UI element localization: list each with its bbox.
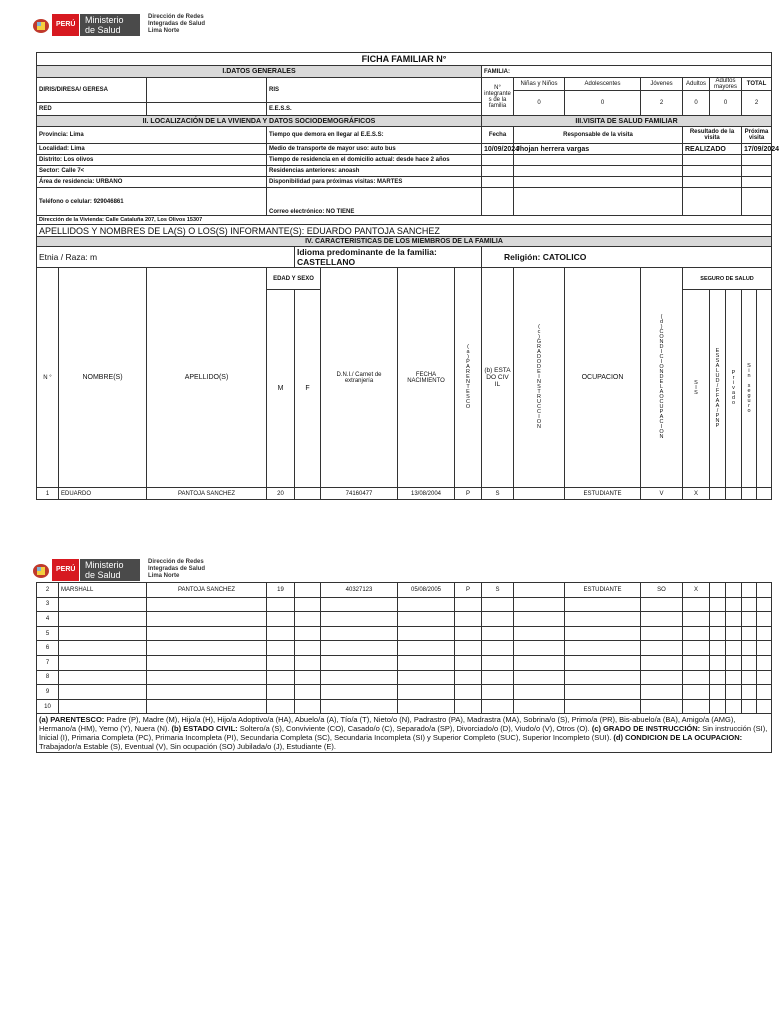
cell-priv [726,699,742,714]
cell-priv [726,626,742,641]
cell-par [455,670,482,685]
cell-par [455,655,482,670]
cell-cond [641,641,683,656]
cell-par [455,699,482,714]
col-parentesco-header: (a)PARENTESCO [465,344,471,409]
cell-sin [742,597,757,612]
cell-n: 2 [37,583,59,598]
cell-fecha [398,699,455,714]
cell-apellido [147,655,267,670]
cell-n: 3 [37,597,59,612]
cell-cond [641,612,683,627]
col-edad-header: EDAD Y SEXO [267,268,321,290]
cell-est [482,655,514,670]
cell-dni [321,685,398,700]
cell-fecha [398,612,455,627]
cell-grado [514,597,565,612]
ficha-familiar-table [36,52,779,500]
integrantes-label: N° integrante s de la familia [482,78,514,116]
tiempo-residencia-field: Tiempo de residencia en el domicilio actual: desde hace 2 años [267,155,482,166]
cell-sis [683,597,710,612]
header-logo [30,14,330,40]
cell-nombre [59,641,147,656]
cell-apellido [147,699,267,714]
cell-grado [514,699,565,714]
col-privado-header: Privado [730,370,737,405]
cell-nombre [59,626,147,641]
ris-label: RIS [267,78,482,103]
col-essalud-header: ESSALUD/FFAA/PNP [714,347,721,428]
cell-m [267,597,295,612]
ministerio-label: Ministerio de Salud [80,559,140,581]
col-ocupacion-header: OCUPACION [565,268,641,488]
col-apellidos-header: APELLIDO(S) [147,268,267,488]
cell-m: 19 [267,583,295,598]
cell-m [267,699,295,714]
cell-priv [726,597,742,612]
cell-n: 7 [37,655,59,670]
col-nombres-header: NOMBRE(S) [59,268,147,488]
residencias-field: Residencias anteriores: anoash [267,166,482,177]
col-fecha-header: FECHA NACIMIENTO [398,268,455,488]
cell-ocup: ESTUDIANTE [565,583,641,598]
ministerio-label: Ministerio de Salud [80,14,140,36]
adolescentes-header: Adolescentes [565,78,641,91]
cell-apellido [147,612,267,627]
cell-nombre [59,670,147,685]
cell-est [482,641,514,656]
table-row [37,641,772,656]
cell-sis [683,626,710,641]
cell-f [295,699,321,714]
cell-ess [710,641,726,656]
cell-priv [726,583,742,598]
cell-nombre [59,685,147,700]
cell-grado [514,641,565,656]
cell-ess [710,699,726,714]
resultado-label: Resultado de la visita [683,127,742,144]
cell-grado [514,626,565,641]
direccion-label: Dirección de Redes Integradas de Salud Lima Norte [148,14,206,34]
cell-sin [742,685,757,700]
direccion-field: Dirección de la Vivienda: Calle Cataluña 207, Los Olivos 15307 [37,216,772,225]
col-sin-seguro-header: Sin seguro [746,362,752,413]
table-row [37,655,772,670]
cell-m [267,641,295,656]
cell-sin [742,655,757,670]
cell-cond [641,699,683,714]
cell-ocup [565,641,641,656]
cell-par [455,626,482,641]
responsable-label: Responsable de la visita [514,127,683,144]
cell-apellido: PANTOJA SANCHEZ [147,583,267,598]
cell-priv [726,685,742,700]
cell-ess [710,655,726,670]
idioma-field: Idioma predominante de la familia: CASTELLANO [295,247,482,268]
cell-fecha [398,685,455,700]
table-row [37,670,772,685]
cell-fecha [398,670,455,685]
cell-ess [710,626,726,641]
table-row [37,583,772,598]
cell-dni [321,655,398,670]
adultos-mayores-count: 0 [710,91,742,116]
col-n-header: N ° [37,268,59,488]
table-row: 1 EDUARDO PANTOJA SANCHEZ 20 74160477 13/08/2004 P S ESTUDIANTE V X [37,488,772,500]
col-seguro-header: SEGURO DE SALUD [683,268,772,290]
cell-sis [683,699,710,714]
direccion-label: Dirección de Redes Integradas de Salud Lima Norte [148,559,206,579]
cell-dni: 40327123 [321,583,398,598]
peru-coat-of-arms-icon [30,17,52,35]
cell-sis [683,612,710,627]
cell-f [295,583,321,598]
cell-n: 6 [37,641,59,656]
cell-fecha [398,655,455,670]
cell-cond [641,626,683,641]
cell-dni [321,641,398,656]
cell-grado [514,670,565,685]
cell-nombre: MARSHALL [59,583,147,598]
adultos-mayores-header: Adultos mayores [710,78,742,91]
cell-apellido [147,641,267,656]
fecha-label: Fecha [482,127,514,144]
table-row [37,597,772,612]
cell-f [295,641,321,656]
tiempo-eess-field: Tiempo que demora en llegar al E.E.S.S: [267,127,482,144]
col-dni-header: D.N.I./ Carnet de extranjería [321,268,398,488]
cell-nombre [59,612,147,627]
cell-f [295,685,321,700]
disponibilidad-field: Disponibilidad para próximas visitas: MARTES [267,177,482,188]
cell-est [482,699,514,714]
peru-label: PERÚ [52,559,79,581]
cell-apellido [147,670,267,685]
cell-fecha [398,597,455,612]
distrito-field: Distrito: Los olivos [37,155,267,166]
ficha-title: FICHA FAMILIAR N° [37,53,772,66]
cell-ocup [565,670,641,685]
cell-est [482,612,514,627]
visita-fecha: 10/09/2024 [482,144,514,155]
cell-dni [321,612,398,627]
peru-coat-of-arms-icon [30,562,52,580]
jovenes-count: 2 [641,91,683,116]
cell-ess [710,583,726,598]
ninos-count: 0 [514,91,565,116]
cell-n: 4 [37,612,59,627]
col-sis-header: SIS [693,380,699,395]
cell-sin [742,641,757,656]
cell-cond [641,655,683,670]
cell-cond: SO [641,583,683,598]
cell-grado [514,583,565,598]
table-row [37,699,772,714]
cell-ess [710,670,726,685]
cell-cond [641,597,683,612]
cell-m [267,685,295,700]
cell-est [482,626,514,641]
cell-sis [683,655,710,670]
cell-priv [726,641,742,656]
adultos-count: 0 [683,91,710,116]
legend-text: (a) PARENTESCO: Padre (P), Madre (M), Hijo/a (H), Hijo/a Adoptivo/a (HA), Abuelo/a (A), Tío/a (T), Nieto/o (N), Padrastro (PA), Madrastra (MA), Sobrina/o (S), Primo/a (PR), Bis-abuelo/a (BA), Amigo/a (AMG), Hermano/a (HM), Yerno (Y), Nuera (N). (b) ESTADO CIVIL: Soltero/a (S), Conviviente (CO), Casado/o (C), Separado/a (SP), Divorciado/o (D), Viudo/o (V), Otros (O). (c) GRADO DE INSTRUCCIÓN: Sin instrucción (SI), Inicial (I), Primaria Completa (PC), Primaria Incompleta (PI), Secundaria Completa (SC), Secundaria Incompleta (SI) y Superior Completo (SUC), Superior Incompleto (SUI). (d) CONDICION DE LA OCUPACION: Trabajador/a Estable (S), Eventual (V), Sin ocupación (SO) Jubilada/o (J), Estudiante (E). [37,714,772,753]
proxima-label: Próxima visita [742,127,772,144]
cell-grado [514,612,565,627]
cell-sin [742,626,757,641]
adolescentes-count: 0 [565,91,641,116]
cell-f [295,597,321,612]
correo-field: Correo electrónico: NO TIENE [267,188,482,216]
cell-fecha: 05/08/2005 [398,583,455,598]
cell-ess [710,597,726,612]
cell-nombre [59,655,147,670]
cell-ocup [565,699,641,714]
peru-label: PERÚ [52,14,79,36]
table-row [37,626,772,641]
cell-f [295,612,321,627]
cell-grado [514,685,565,700]
cell-ocup [565,597,641,612]
cell-n: 5 [37,626,59,641]
cell-est [482,670,514,685]
transporte-field: Medio de transporte de mayor uso: auto bus [267,144,482,155]
provincia-field: Provincia: Lima [37,127,267,144]
red-label: RED [37,103,147,116]
cell-ocup [565,685,641,700]
cell-par [455,597,482,612]
visita-heading: III.VISITA DE SALUD FAMILIAR [482,116,772,127]
diris-label: DIRIS/DIRESA/ GERESA [37,78,147,103]
cell-ess [710,612,726,627]
total-header: TOTAL [742,78,772,91]
cell-dni [321,699,398,714]
col-estado-header: (b) ESTA DO CIV IL [482,268,514,488]
cell-sis [683,685,710,700]
localidad-field: Localidad: Lima [37,144,267,155]
adultos-header: Adultos [683,78,710,91]
cell-nombre [59,699,147,714]
familia-label: FAMILIA: [482,66,772,78]
cell-sin [742,583,757,598]
cell-n: 10 [37,699,59,714]
col-condicion-header: (d)CONDICIONDELAOCUPACION [658,314,665,439]
col-m-header: M [267,290,295,488]
datos-generales-heading: I.DATOS GENERALES [37,66,482,78]
cell-apellido [147,626,267,641]
cell-sis: X [683,583,710,598]
cell-m [267,655,295,670]
cell-f [295,626,321,641]
cell-f [295,655,321,670]
visita-responsable: Jhojan herrera vargas [514,144,683,155]
cell-grado [514,655,565,670]
etnia-field: Etnia / Raza: m [37,247,295,268]
area-field: Área de residencia: URBANO [37,177,267,188]
cell-n: 9 [37,685,59,700]
cell-sin [742,699,757,714]
cell-par [455,641,482,656]
informante-field: APELLIDOS Y NOMBRES DE LA(S) O LOS(S) INFORMANTE(S): EDUARDO PANTOJA SANCHEZ [37,225,772,237]
eess-label: E.E.S.S. [267,103,482,116]
visita-resultado: REALIZADO [683,144,742,155]
miembros-continued-table [36,582,772,753]
cell-sin [742,670,757,685]
cell-est [482,685,514,700]
telefono-field: Teléfono o celular: 929046861 [37,188,267,216]
cell-nombre [59,597,147,612]
cell-sis [683,641,710,656]
cell-m [267,670,295,685]
cell-apellido [147,685,267,700]
cell-fecha [398,641,455,656]
cell-est: S [482,583,514,598]
cell-par: P [455,583,482,598]
cell-sis [683,670,710,685]
cell-dni [321,597,398,612]
visita-proxima: 17/09/2024 [742,144,772,155]
cell-apellido [147,597,267,612]
jovenes-header: Jóvenes [641,78,683,91]
localizacion-heading: II. LOCALIZACIÓN DE LA VIVIENDA Y DATOS SOCIODEMOGRÁFICOS [37,116,482,127]
cell-priv [726,670,742,685]
cell-par [455,612,482,627]
col-f-header: F [295,290,321,488]
col-grado-header: (c)GRADODEINSTRUCCION [536,324,542,429]
cell-priv [726,612,742,627]
cell-m [267,626,295,641]
ninos-header: Niñas y Niños [514,78,565,91]
cell-m [267,612,295,627]
cell-n: 8 [37,670,59,685]
miembros-heading: IV. CARACTERISTICAS DE LOS MIEMBROS DE LA FAMILIA [37,237,772,247]
religion-field: Religión: CATOLICO [482,247,772,268]
cell-par [455,685,482,700]
cell-cond [641,670,683,685]
total-count: 2 [742,91,772,116]
cell-dni [321,626,398,641]
table-row [37,685,772,700]
cell-fecha [398,626,455,641]
cell-cond [641,685,683,700]
cell-ocup [565,655,641,670]
cell-ocup [565,626,641,641]
table-row [37,612,772,627]
cell-sin [742,612,757,627]
sector-field: Sector: Calle 7< [37,166,267,177]
cell-f [295,670,321,685]
cell-est [482,597,514,612]
cell-dni [321,670,398,685]
cell-ess [710,685,726,700]
cell-priv [726,655,742,670]
cell-ocup [565,612,641,627]
